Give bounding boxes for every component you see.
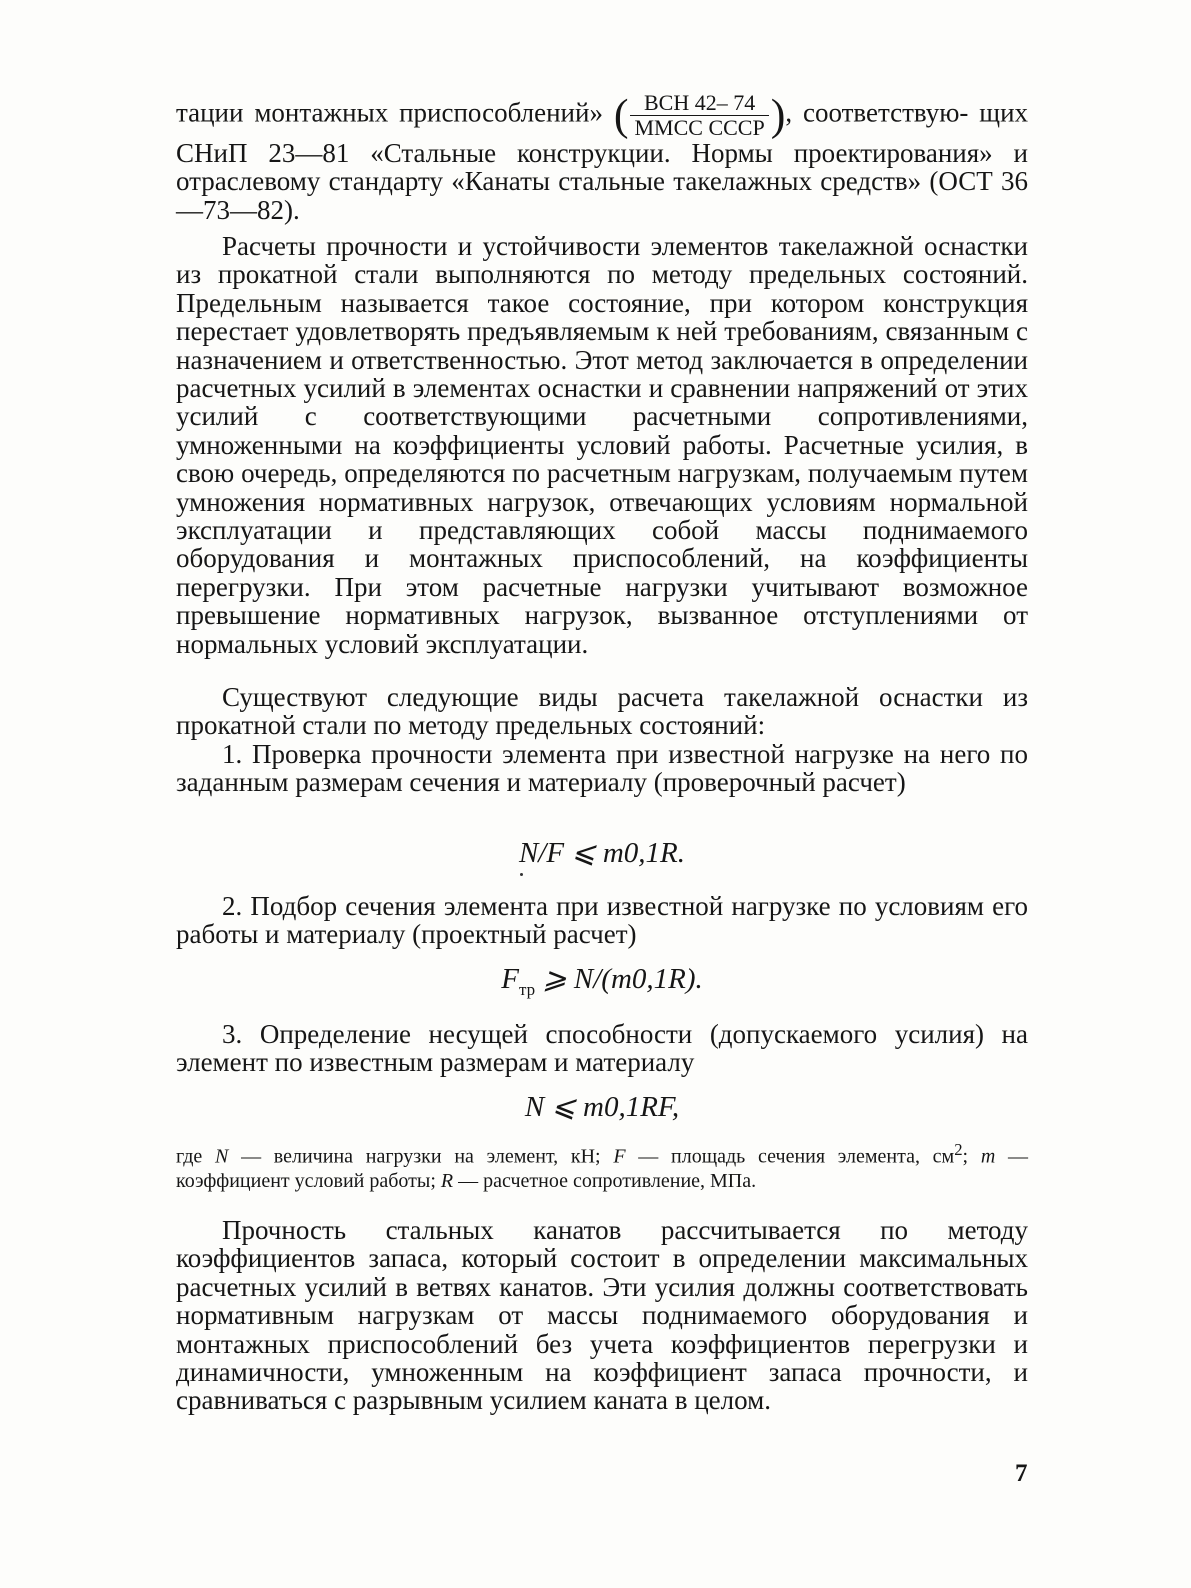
legend-text: — величина нагрузки на элемент, кН; bbox=[228, 1145, 614, 1168]
legend-superscript: 2 bbox=[954, 1140, 963, 1159]
legend-var-m: m bbox=[980, 1145, 996, 1168]
list-item-check: 1. Проверка прочности элемента при известной нагрузке на него по заданным размерам сечения и материалу (проверочный расчет) bbox=[176, 739, 1028, 798]
intro-text-rest: щих СНиП 23—81 «Стальные конструкции. Нормы проектирования» и отраслевому стандарту «Канаты стальные такелажных средств» (ОСТ 36—73—82). bbox=[176, 97, 1029, 225]
left-paren: ( bbox=[613, 90, 629, 140]
legend-var-n: N bbox=[215, 1145, 229, 1168]
variable-legend bbox=[176, 1138, 1028, 1193]
legend-var-f: F bbox=[613, 1145, 626, 1168]
right-paren: ) bbox=[770, 90, 786, 140]
list-item-capacity: 3. Определение несущей способности (допускаемого усилия) на элемент по известным размерам и материалу bbox=[176, 1019, 1028, 1078]
intro-text-after: , соответствую- bbox=[785, 97, 969, 128]
standard-fraction bbox=[630, 92, 768, 139]
list-item-design: 2. Подбор сечения элемента при известной нагрузке по условиям его работы и материалу (проектный расчет) bbox=[176, 891, 1028, 950]
legend-var-r: R bbox=[440, 1169, 454, 1192]
page-number: 7 bbox=[1015, 1460, 1028, 1487]
paragraph-ropes: Прочность стальных канатов рассчитывается по методу коэффициентов запаса, который состоит в определении максимальных расчетных усилий в ветвях канатов. Эти усилия должны соответствовать нормативным нагрузкам от массы поднимаемого оборудования и монтажных приспособлений без учета коэффициентов перегрузки и динамичности, умноженным на коэффициент запаса прочности, и сравниваться с разрывным усилием каната в целом. bbox=[176, 1215, 1028, 1416]
fraction-denominator: ММСС СССР bbox=[634, 115, 765, 140]
legend-text: — расчетное сопротивление, МПа. bbox=[453, 1169, 757, 1192]
paragraph-calc-types: Существуют следующие виды расчета такелажной оснастки из прокатной стали по методу предельных состояний: bbox=[176, 682, 1028, 741]
legend-text: ; bbox=[962, 1145, 981, 1168]
legend-text: — коэффициент условий работы; bbox=[176, 1145, 1029, 1192]
print-speck bbox=[520, 873, 523, 876]
fraction-numerator: ВСН 42– 74 bbox=[630, 92, 768, 116]
formula-design bbox=[176, 962, 1028, 1007]
paragraph-limit-states: Расчеты прочности и устойчивости элементов такелажной оснастки из прокатной стали выполняются по методу предельных состояний. Предельным называется такое состояние, при котором конструкция перестает удовлетворять предъявляемым к ней требованиям, связанным с назначением и ответственностью. Этот метод заключается в определении расчетных усилий в элементах оснастки и сравнении напряжений от этих усилий с соответствующими расчетными сопротивлениями, умноженными на коэффициенты условий работы. Расчетные усилия, в свою очередь, определяются по расчетным нагрузкам, получаемым путем умножения нормативных нагрузок, отвечающих условиям нормальной эксплуатации и представляющих собой массы поднимаемого оборудования и монтажных приспособлений, на коэффициенты перегрузки. При этом расчетные нагрузки учитывают возможное превышение нормативных нагрузок, вызванное отступлениями от нормальных условий эксплуатации. bbox=[176, 231, 1028, 659]
intro-text-before: тации монтажных приспособлений» bbox=[176, 97, 603, 128]
legend-text: где bbox=[176, 1145, 215, 1168]
formula-design-subscript: тр bbox=[518, 979, 536, 999]
formula-design-rhs: ⩾ N/(m0,1R). bbox=[535, 963, 703, 995]
formula-design-lhs: F bbox=[501, 963, 519, 995]
paragraph-intro bbox=[176, 92, 1028, 224]
formula-check: N/F ⩽ m0,1R. bbox=[518, 837, 686, 869]
legend-text: — площадь сечения элемента, см bbox=[625, 1145, 955, 1168]
formula-capacity: N ⩽ m0,1RF, bbox=[524, 1091, 680, 1123]
